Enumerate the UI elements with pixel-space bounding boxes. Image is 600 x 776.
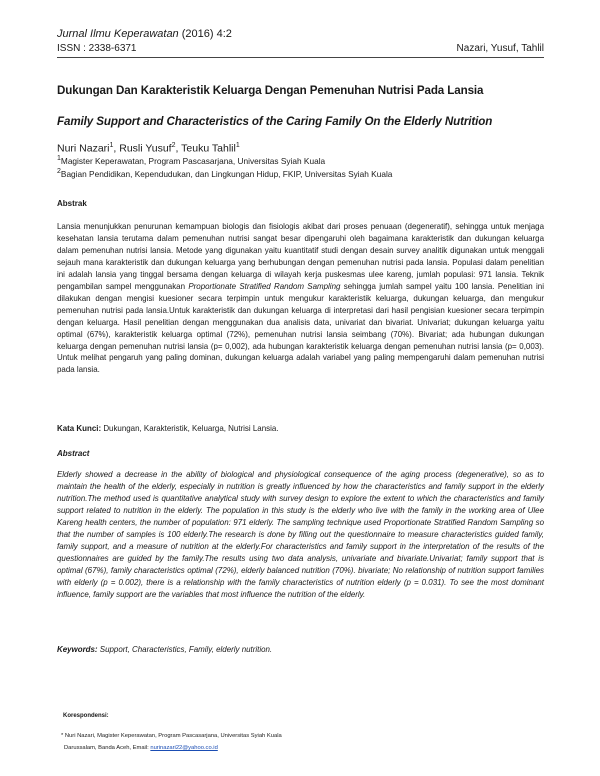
abstrak-heading: Abstrak bbox=[57, 199, 87, 208]
korespondensi-address: Darussalam, Banda Aceh, Email: bbox=[64, 745, 151, 751]
email-link[interactable]: nurinazari22@yahoo.co.id bbox=[150, 745, 218, 751]
affiliation-2-text: Bagian Pendidikan, Kependudukan, dan Lingkungan Hidup, FKIP, Universitas Syiah Kuala bbox=[60, 168, 393, 179]
journal-name: Jurnal Ilmu Keperawatan bbox=[57, 28, 179, 40]
kata-kunci-text: Dukungan, Karakteristik, Keluarga, Nutrisi Lansia. bbox=[101, 424, 279, 433]
kata-kunci bbox=[57, 424, 278, 433]
korespondensi-line-1: * Nuri Nazari, Magister Keperawatan, Program Pascasarjana, Universitas Syiah Kuala bbox=[61, 733, 282, 739]
title-indonesian: Dukungan Dan Karakteristik Keluarga Dengan Pemenuhan Nutrisi Pada Lansia bbox=[57, 84, 484, 97]
abstrak-text-1: Lansia menunjukkan penurunan kemampuan biologis dan fisiologis akibat dari proses penuaan (degeneratif), sehingga untuk menjaga kesehatan lansia terutama dalam pemenuhan nutrisi sangat besar dipengaruhi oleh bagaimana karakteristik dan dukungan keluarga dalam pemenuhan nutrisi lansia. Metode yang digunakan yaitu kuantitatif studi dengan desain survey analitik digunakan untuk menggali sejauh mana karakteristik dan dukungan keluarga yang berhubungan dengan pemenuhan nutrisi pada lansia. Populasi dalam penelitian ini adalah lansia yang tinggal bersama dengan keluarga di wilayah kerja puskesmas ulee kareng, jumlah populasi: 971 lansia. Teknik pengambilan sampel menggunakan bbox=[57, 222, 544, 291]
title-english: Family Support and Characteristics of the Caring Family On the Elderly Nutrition bbox=[57, 115, 493, 128]
author-2-sup: 2 bbox=[171, 142, 176, 149]
author-3-sup: 1 bbox=[235, 142, 240, 149]
affiliation-2-sup: 2 bbox=[57, 168, 61, 175]
abstrak-body bbox=[57, 221, 544, 376]
kata-kunci-label: Kata Kunci: bbox=[57, 424, 102, 433]
author-1-sup: 1 bbox=[109, 142, 114, 149]
keywords bbox=[57, 645, 272, 654]
header-divider bbox=[57, 57, 544, 58]
author-1: Nuri Nazari bbox=[57, 142, 110, 155]
author-list bbox=[57, 142, 240, 155]
affiliation-1-sup: 1 bbox=[57, 155, 61, 162]
issn: ISSN : 2338-6371 bbox=[57, 43, 137, 54]
keywords-text: Support, Characteristics, Family, elderly nutrition. bbox=[97, 645, 273, 654]
journal-citation bbox=[57, 28, 232, 40]
author-2: , Rusli Yusuf bbox=[113, 142, 172, 155]
abstract-heading: Abstract bbox=[57, 449, 90, 458]
running-authors: Nazari, Yusuf, Tahlil bbox=[456, 43, 544, 54]
affiliation-1 bbox=[57, 155, 325, 166]
korespondensi-line-2 bbox=[64, 745, 218, 751]
abstract-body: Elderly showed a decrease in the ability of biological and physiological consequence of the aging process (degenerative), so as to maintain the health of the elderly, especially in nutrition is greatly influenced by how the characteristics and family support in the elderly nutrition.The method used is quantitative analytical study with survey design to explore the extent to which the characteristics and family support related to nutrition in the elderly. The population in this study is the elderly who live with the family in the working area of Ulee Kareng health centers, the number of population: 971 elderly. The sampling technique used Proportionate Stratified Random Sampling so that the number of samples is 100 elderly.The research is done by filling out the questionnaire to measure characteristics guided family, family support, and a measure of nutrition at the elderly.For characteristics and family support in the interpretation of the results of the questionnaires are guided by the family.The results using two data analysis, univariate and bivariate.Univariat; family support that is optimal (67%), family characteristics optimal (72%), elderly balanced nutrition (70%). bivariate; No relationship of nutrition support families with elderly (p = 0.002), there is a relationship with the family characteristics of nutrition elderly (p = 0.031). To see the most dominant influence, family support are the variables that most influence the nutrition of the elderly. bbox=[57, 470, 544, 599]
abstrak-text-2: sehingga jumlah sampel yaitu 100 lansia. Penelitian ini dilakukan dengan mengisi kuesioner secara terpimpin untuk mengukur karakteristik keluarga, dukungan keluarga, dan mengukur pemenuhan nutrisi pada lansia.Untuk karakteristik dan dukungan keluarga di interpretasi dari hasil pengisian kuesioner secara terpimpin dengan keluarga. Hasil penelitian dengan menggunakan dua analisis data, univariat dan bivariat. Univariat; dukungan keluarga yaitu optimal (67%), karakteristik keluarga optimal (72%), pemenuhan nutrisi lansia seimbang (70%). Bivariat; ada hubungan dukungan keluarga dengan pemenuhan nutrisi lansia (p= 0,002), ada hubungan karakteristik keluarga dengan pemenuhan nutrisi lansia (p= 0,003). Untuk melihat pengaruh yang paling dominan, dukungan keluarga adalah variabel yang paling mempengaruhi dalam pemenuhan nutrisi pada lansia. bbox=[57, 281, 544, 375]
abstrak-sampling-term: Proportionate Stratified Random Sampling bbox=[188, 281, 341, 291]
header-row bbox=[57, 43, 544, 54]
keywords-label: Keywords: bbox=[57, 645, 98, 654]
affiliation-2 bbox=[57, 168, 392, 179]
korespondensi-heading: Korespondensi: bbox=[63, 713, 109, 719]
author-3: , Teuku Tahlil bbox=[175, 142, 236, 155]
affiliation-1-text: Magister Keperawatan, Program Pascasarjana, Universitas Syiah Kuala bbox=[60, 155, 326, 166]
journal-issue: (2016) 4:2 bbox=[181, 28, 232, 40]
